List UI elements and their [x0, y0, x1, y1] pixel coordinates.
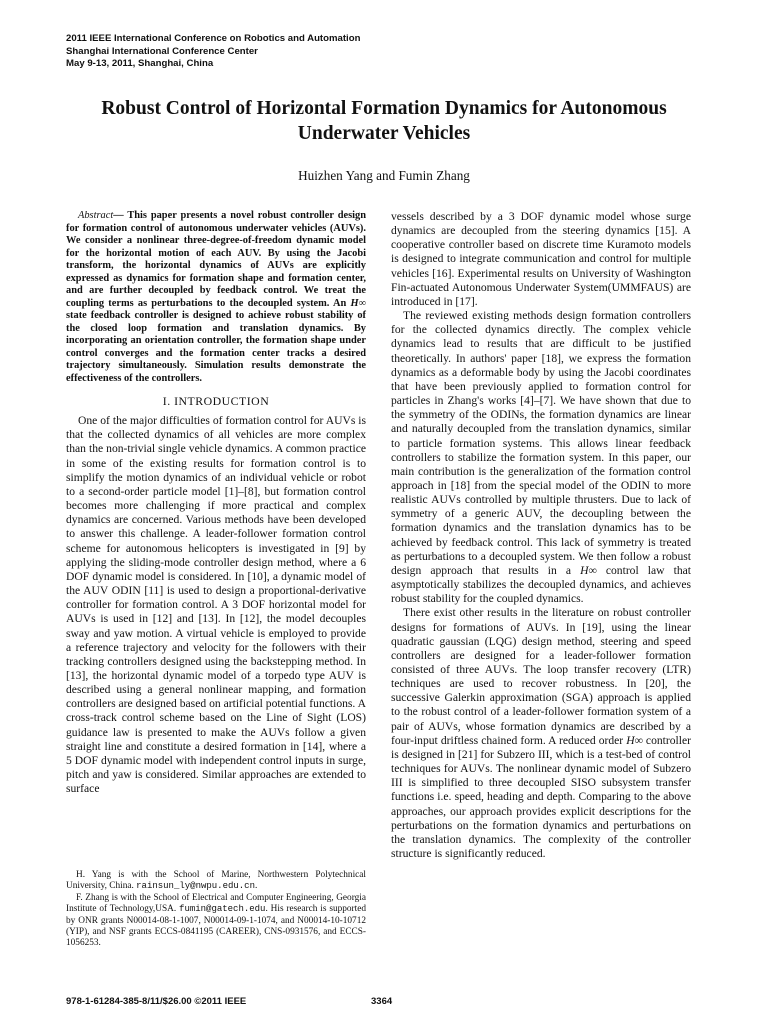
- isbn-copyright: 978-1-61284-385-8/11/$26.00 ©2011 IEEE: [66, 996, 247, 1007]
- abstract-dash: —: [113, 210, 128, 221]
- intro-paragraph-3-hinf: H∞: [626, 733, 643, 747]
- abstract-label: Abstract: [78, 210, 114, 221]
- paper-authors: Huizhen Yang and Fumin Zhang: [298, 168, 470, 183]
- footnotes: [66, 870, 366, 950]
- footnote-yang-end: .: [254, 881, 258, 892]
- intro-paragraph-3: [391, 606, 691, 861]
- intro-paragraph-2: [391, 309, 691, 606]
- footnote-zhang-text: F. Zhang is with the School of Electrical and Computer Engineering, Georgia Institute of Technology,USA.: [66, 892, 366, 915]
- conference-dates: May 9-13, 2011, Shanghai, China: [66, 58, 214, 69]
- intro-paragraph-3-a: There exist other results in the literature on robust controller designs for formations of AUVs. In [19], using the linear quadratic gaussian (LQG) design method, steering and speed controllers are designed for a leader-follower formation consisted of three AUVs. The loop transfer recovery (LTR) techniques are used to recover robustness. In [20], the successive Galerkin approximation (SGA) approach is applied to the robust control of a leader-follower formation system of a pair of AUVs, whose formation dynamics are described by a four-input driftless chained form. A reduced order: [391, 606, 691, 747]
- abstract: [66, 210, 366, 385]
- footnote-zhang: [66, 893, 366, 950]
- intro-paragraph-continued: vessels described by a 3 DOF dynamic model whose surge dynamics are decoupled from the steering dynamics [15]. A cooperative controller based on discrete time Kuramoto models is designed to integrate communication and control for multiple vehicles [16]. Experimental results on University of Washington Fin-actuated Autonomous Underwater System(UMMFAUS) are introduced in [17].: [391, 210, 691, 308]
- intro-paragraph-3-b: controller is designed in [21] for Subzero III, which is a test-bed of control techniques for AUVs. The nonlinear dynamic model of Subzero III is simplified to three decoupled SISO subsystem transfer functions i.e. speed, heading and depth. Comparing to the above approaches, our approach provides explicit descriptions for the perturbations on the formation dynamics and perturbations on the translation dynamics. The complexity of the controller structure is significantly reduced.: [391, 733, 691, 861]
- footnote-zhang-end: . His research is supported by ONR grants N00014-08-1-1007, N00014-09-1-1074, and N00014-10-10712 (YIP), and NSF grants ECCS-0841195 (CAREER), CNS-0931576, and ECCS-1056253.: [66, 904, 366, 949]
- left-column: [66, 210, 366, 796]
- conference-header: [66, 33, 360, 71]
- abstract-hinf: H∞: [350, 297, 366, 309]
- email-zhang: fumin@gatech.edu: [179, 904, 266, 915]
- page-number: 3364: [371, 996, 393, 1007]
- intro-paragraph-1: One of the major difficulties of formation control for AUVs is that the collected dynamics of all vehicles are more complex than the non-trivial single vehicle dynamics. A common practice in some of the existing results for formation control is to simplify the motion dynamics of an individual vehicle or robot to a second-order particle model [1]–[8], but formation control becomes more challenging if more practical and complex dynamics are concerned. Various methods have been developed to answer this challenge. A leader-follower formation control scheme for autonomous helicopters is investigated in [9] by applying the sliding-mode controller design method, where a 6 DOF dynamic model is considered. In [10], a dynamic model of the AUV ODIN [11] is used to design a proportional-derivative controller for formation control. A 3 DOF horizontal model for AUVs is used in [12] and [13]. In [12], the model decouples sway and yaw motion. A virtual vehicle is employed to provide a reference trajectory and velocity for the followers with their tracking controllers designed using the backstepping method. In [13], the horizontal dynamic model of a torpedo type AUV is described using a general nonlinear mapping, and formation controllers are designed based on artificial potential functions. A cross-track control scheme based on the Line of Sight (LOS) guidance law is presented to make the AUVs follow a given straight line and constitute a desired formation in [14], where a 5 DOF dynamic model with independent control inputs in surge, pitch and yaw is considered. Similar approaches are extended to surface: [66, 414, 366, 796]
- footnote-yang-text: H. Yang is with the School of Marine, Northwestern Polytechnical University, China.: [66, 870, 366, 892]
- intro-paragraph-2-a: The reviewed existing methods design formation controllers for the collected dynamics directly. The complex vehicle dynamics lead to results that are difficult to be justified theoretically. In authors' paper [18], we express the formation dynamics as a deformable body by using the Jacobi coordinates that have been previously applied to formation control for particles in Zhang's works [4]–[7]. We have shown that due to the symmetry of the ODINs, the formation dynamics are linear and naturally decoupled from the translation dynamics, similar to particle formation systems. This allows linear feedback controllers to stabilize the formation system. In this paper, our main contribution is the generalization of the formation control approach in [18] from the special model of the ODIN to more realistic AUVs controlled by multiple thrusters. Due to lack of symmetry of a generic AUV, the decoupling between the formation dynamics and the translation dynamics has to be achieved by feedback control. This lack of symmetry is treated as perturbations to a decoupled system. We then follow a robust design approach that results in a: [391, 309, 691, 577]
- paper-title: Robust Control of Horizontal Formation Dynamics for Autonomous Underwater Vehicles: [101, 98, 667, 144]
- conference-venue: Shanghai International Conference Center: [66, 45, 258, 57]
- footnote-yang: [66, 870, 366, 893]
- abstract-text-b: state feedback controller is designed to achieve robust stability of the closed loop formation and translation dynamics. By incorporating an orientation controller, the formation shape under control converges and the formation center tracks a desired trajectory simultaneously. Simulation results demonstrate the effectiveness of the controllers.: [66, 310, 366, 384]
- conference-name: 2011 IEEE International Conference on Robotics and Automation: [66, 33, 361, 44]
- abstract-text-a: This paper presents a novel robust controller design for formation control of autonomous underwater vehicles (AUVs). We consider a nonlinear three-degree-of-freedom dynamic model for the horizontal motion of each AUV. By using the Jacobi transform, the horizontal dynamics of AUVs are explicitly expressed as dynamics for formation shape and formation center, and are further decoupled by feedback control. We treat the coupling terms as perturbations to the decoupled system. An: [66, 210, 366, 309]
- section-heading-introduction: I. INTRODUCTION: [162, 394, 270, 408]
- intro-paragraph-2-b: control law that asymptotically stabilizes the decoupled dynamics, and achieves robust stability for the coupled dynamics.: [391, 563, 691, 606]
- right-column: [391, 210, 691, 861]
- email-yang: rainsun_ly@nwpu.edu.cn: [136, 881, 255, 892]
- intro-paragraph-2-hinf: H∞: [580, 563, 597, 577]
